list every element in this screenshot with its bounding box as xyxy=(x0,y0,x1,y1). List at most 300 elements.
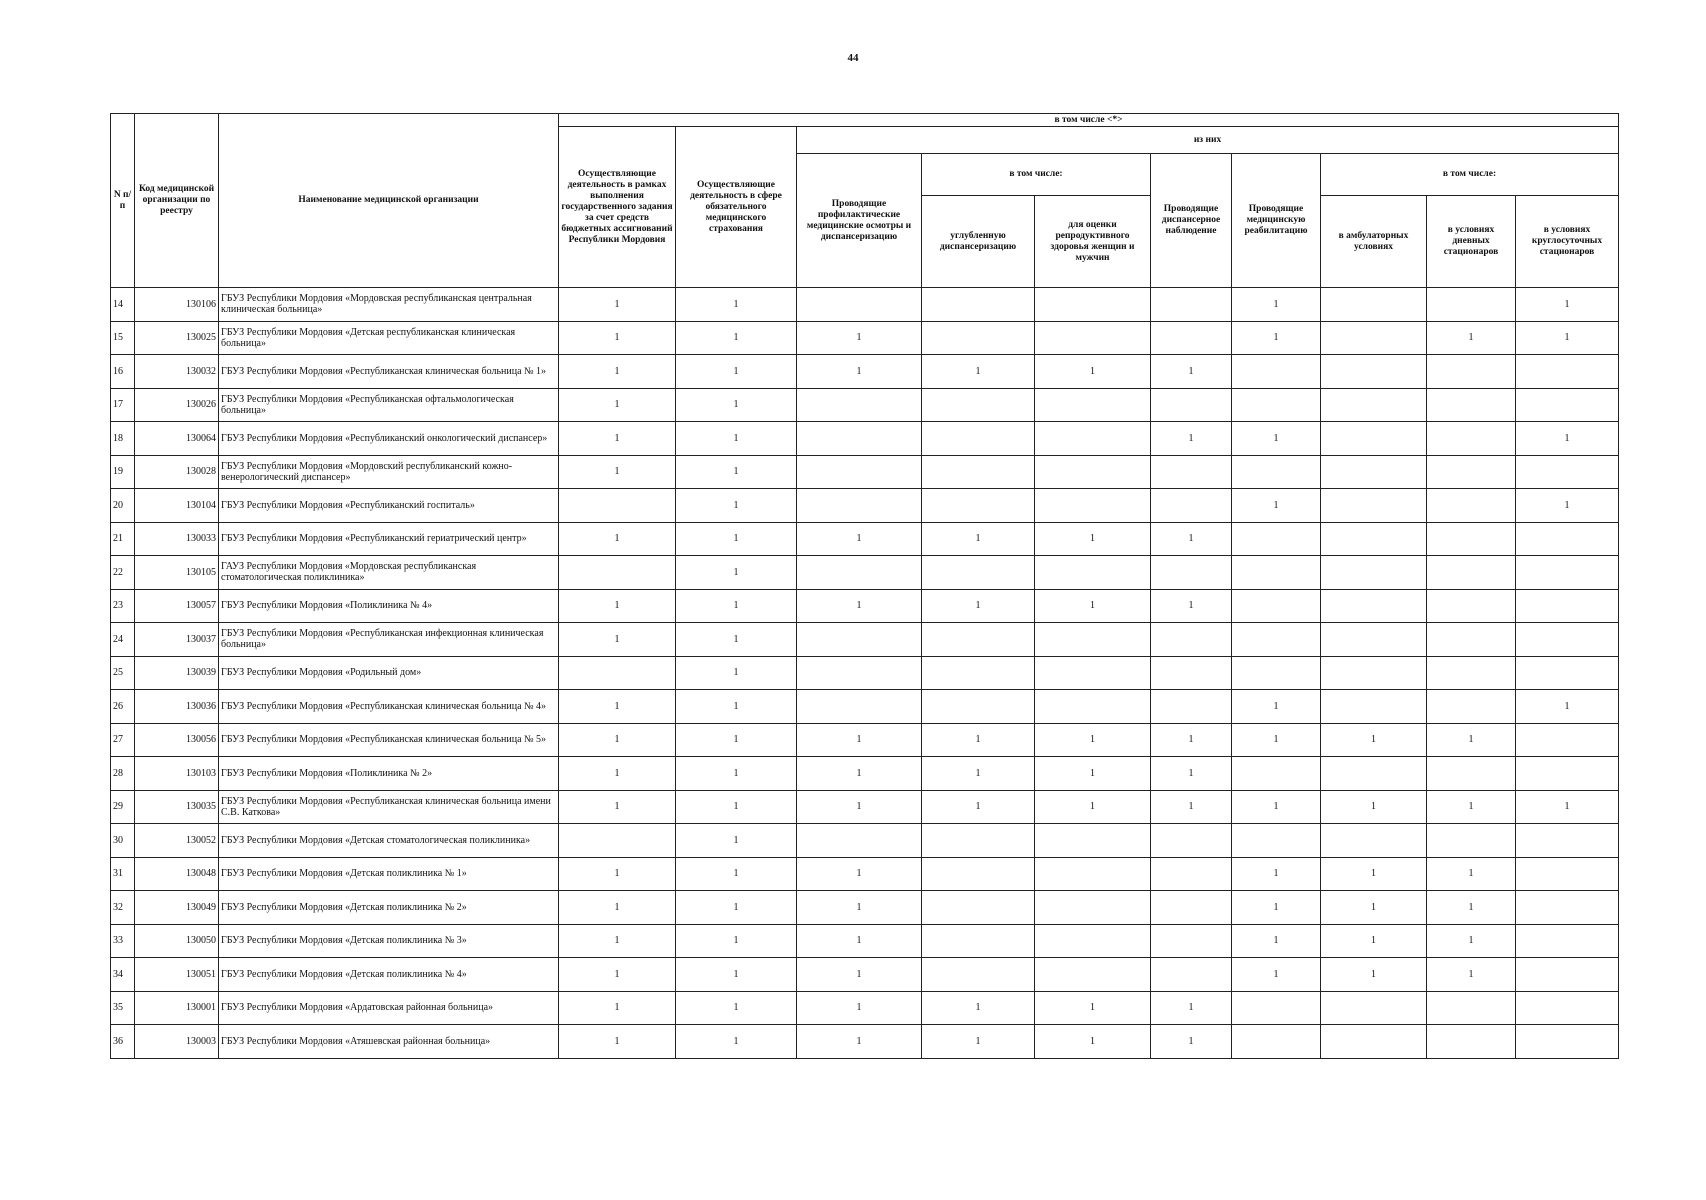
org-code: 130064 xyxy=(135,422,219,456)
row-mark xyxy=(1427,388,1516,422)
row-mark xyxy=(1427,656,1516,690)
row-mark: 1 xyxy=(676,924,797,958)
row-mark: 1 xyxy=(1035,589,1151,623)
row-mark xyxy=(1232,757,1321,791)
row-mark xyxy=(797,824,922,858)
row-mark: 1 xyxy=(559,522,676,556)
row-number: 15 xyxy=(111,321,135,355)
org-name: ГБУЗ Республики Мордовия «Республиканская клиническая больница № 5» xyxy=(219,723,559,757)
table-row xyxy=(111,321,1619,355)
org-name: ГБУЗ Республики Мордовия «Поликлиника № 4» xyxy=(219,589,559,623)
row-mark: 1 xyxy=(1232,489,1321,523)
org-name: ГБУЗ Республики Мордовия «Республиканский гериатрический центр» xyxy=(219,522,559,556)
row-mark: 1 xyxy=(559,1025,676,1059)
row-mark xyxy=(1035,623,1151,657)
row-mark xyxy=(1232,522,1321,556)
header-round: в условиях круглосуточных стационаров xyxy=(1516,196,1619,288)
row-mark: 1 xyxy=(676,422,797,456)
row-mark xyxy=(1151,857,1232,891)
page-number: 44 xyxy=(847,52,859,64)
row-mark: 1 xyxy=(676,857,797,891)
row-mark xyxy=(1516,455,1619,489)
org-name: ГБУЗ Республики Мордовия «Поликлиника № 2» xyxy=(219,757,559,791)
row-mark: 1 xyxy=(676,790,797,824)
row-mark xyxy=(922,422,1035,456)
row-number: 21 xyxy=(111,522,135,556)
row-mark xyxy=(1321,1025,1427,1059)
row-mark: 1 xyxy=(797,1025,922,1059)
row-mark xyxy=(1035,891,1151,925)
row-mark xyxy=(1321,288,1427,322)
row-mark xyxy=(1427,991,1516,1025)
row-mark: 1 xyxy=(676,288,797,322)
row-mark xyxy=(1516,824,1619,858)
row-mark xyxy=(1151,321,1232,355)
row-mark: 1 xyxy=(676,757,797,791)
row-mark: 1 xyxy=(559,757,676,791)
row-mark: 1 xyxy=(1516,321,1619,355)
row-mark: 1 xyxy=(797,321,922,355)
header-amb: в амбулаторных условиях xyxy=(1321,196,1427,288)
row-mark xyxy=(922,824,1035,858)
row-mark xyxy=(797,623,922,657)
row-mark: 1 xyxy=(1035,1025,1151,1059)
org-code: 130001 xyxy=(135,991,219,1025)
row-mark xyxy=(797,690,922,724)
row-mark: 1 xyxy=(797,589,922,623)
row-mark xyxy=(1151,958,1232,992)
row-mark: 1 xyxy=(1035,355,1151,389)
row-mark xyxy=(1516,388,1619,422)
row-mark: 1 xyxy=(1516,422,1619,456)
org-code: 130106 xyxy=(135,288,219,322)
row-mark xyxy=(1427,489,1516,523)
row-mark: 1 xyxy=(1151,1025,1232,1059)
table-row xyxy=(111,1025,1619,1059)
org-name: ГБУЗ Республики Мордовия «Детская поликлиника № 1» xyxy=(219,857,559,891)
row-mark xyxy=(922,656,1035,690)
row-mark: 1 xyxy=(797,924,922,958)
org-name: ГБУЗ Республики Мордовия «Республиканская клиническая больница № 4» xyxy=(219,690,559,724)
row-mark: 1 xyxy=(1232,924,1321,958)
row-number: 27 xyxy=(111,723,135,757)
row-mark xyxy=(1516,723,1619,757)
row-mark xyxy=(1427,757,1516,791)
row-mark xyxy=(922,288,1035,322)
row-mark: 1 xyxy=(1516,489,1619,523)
row-mark: 1 xyxy=(1232,958,1321,992)
row-mark xyxy=(1321,455,1427,489)
row-mark: 1 xyxy=(559,891,676,925)
row-mark: 1 xyxy=(797,958,922,992)
row-mark: 1 xyxy=(559,321,676,355)
org-code: 130037 xyxy=(135,623,219,657)
row-mark xyxy=(1151,656,1232,690)
header-n: N п/п xyxy=(111,114,135,288)
row-mark: 1 xyxy=(559,790,676,824)
row-mark: 1 xyxy=(1321,790,1427,824)
row-mark xyxy=(1516,891,1619,925)
row-mark xyxy=(1232,656,1321,690)
org-name: ГБУЗ Республики Мордовия «Мордовский республиканский кожно-венерологический диспансер» xyxy=(219,455,559,489)
row-mark: 1 xyxy=(1232,288,1321,322)
header-oms: Осуществляющие деятельность в сфере обязательного медицинского страхования xyxy=(676,127,797,288)
org-code: 130050 xyxy=(135,924,219,958)
row-mark xyxy=(922,623,1035,657)
header-deep: углубленную диспансеризацию xyxy=(922,196,1035,288)
row-mark xyxy=(1427,355,1516,389)
row-mark: 1 xyxy=(559,958,676,992)
row-mark xyxy=(1151,623,1232,657)
table-row xyxy=(111,455,1619,489)
row-mark xyxy=(1035,824,1151,858)
row-mark: 1 xyxy=(1321,958,1427,992)
row-mark: 1 xyxy=(1321,857,1427,891)
row-mark: 1 xyxy=(1151,589,1232,623)
row-number: 16 xyxy=(111,355,135,389)
row-mark xyxy=(922,690,1035,724)
org-code: 130035 xyxy=(135,790,219,824)
row-mark xyxy=(922,321,1035,355)
row-mark xyxy=(1516,991,1619,1025)
header-including: в том числе <*> xyxy=(559,114,1619,127)
row-mark: 1 xyxy=(1427,857,1516,891)
org-code: 130056 xyxy=(135,723,219,757)
table-row xyxy=(111,824,1619,858)
table-row xyxy=(111,857,1619,891)
row-mark: 1 xyxy=(797,522,922,556)
row-mark xyxy=(1151,556,1232,590)
row-mark: 1 xyxy=(922,991,1035,1025)
table-row xyxy=(111,355,1619,389)
table-row xyxy=(111,556,1619,590)
row-mark xyxy=(1232,388,1321,422)
row-mark: 1 xyxy=(676,1025,797,1059)
row-mark: 1 xyxy=(1232,891,1321,925)
row-mark: 1 xyxy=(797,723,922,757)
row-mark: 1 xyxy=(559,455,676,489)
row-mark: 1 xyxy=(1232,790,1321,824)
row-mark xyxy=(1035,388,1151,422)
header-rehab-including: в том числе: xyxy=(1321,154,1619,196)
row-mark xyxy=(1427,589,1516,623)
org-code: 130032 xyxy=(135,355,219,389)
row-mark xyxy=(1151,824,1232,858)
org-code: 130052 xyxy=(135,824,219,858)
row-mark xyxy=(1427,690,1516,724)
row-mark xyxy=(1516,1025,1619,1059)
org-code: 130051 xyxy=(135,958,219,992)
row-mark xyxy=(1321,991,1427,1025)
row-mark xyxy=(1035,924,1151,958)
row-mark: 1 xyxy=(559,589,676,623)
row-mark: 1 xyxy=(1232,690,1321,724)
org-code: 130003 xyxy=(135,1025,219,1059)
table-body xyxy=(111,288,1619,1059)
org-name: ГБУЗ Республики Мордовия «Мордовская республиканская центральная клиническая больница» xyxy=(219,288,559,322)
header-disp: Проводящие диспансерное наблюдение xyxy=(1151,154,1232,288)
row-mark xyxy=(1321,757,1427,791)
table-row xyxy=(111,958,1619,992)
row-mark xyxy=(922,455,1035,489)
row-mark: 1 xyxy=(676,623,797,657)
row-mark: 1 xyxy=(1427,790,1516,824)
row-mark xyxy=(1321,522,1427,556)
table-row xyxy=(111,723,1619,757)
row-mark xyxy=(1427,824,1516,858)
org-name: ГБУЗ Республики Мордовия «Детская поликлиника № 4» xyxy=(219,958,559,992)
org-name: ГБУЗ Республики Мордовия «Республиканская клиническая больница № 1» xyxy=(219,355,559,389)
row-number: 33 xyxy=(111,924,135,958)
row-mark xyxy=(797,656,922,690)
table-row xyxy=(111,589,1619,623)
row-mark xyxy=(1427,288,1516,322)
row-mark xyxy=(1427,522,1516,556)
org-code: 130028 xyxy=(135,455,219,489)
row-number: 35 xyxy=(111,991,135,1025)
org-name: ГБУЗ Республики Мордовия «Республиканский онкологический диспансер» xyxy=(219,422,559,456)
row-mark xyxy=(797,489,922,523)
row-mark xyxy=(797,288,922,322)
row-mark xyxy=(1321,355,1427,389)
org-name: ГБУЗ Республики Мордовия «Атяшевская районная больница» xyxy=(219,1025,559,1059)
row-mark: 1 xyxy=(676,589,797,623)
row-mark xyxy=(1035,556,1151,590)
row-mark: 1 xyxy=(559,288,676,322)
row-mark xyxy=(1427,455,1516,489)
row-mark: 1 xyxy=(1232,321,1321,355)
row-mark: 1 xyxy=(676,556,797,590)
table-row xyxy=(111,891,1619,925)
row-mark: 1 xyxy=(1151,991,1232,1025)
row-mark xyxy=(559,556,676,590)
row-mark xyxy=(1232,1025,1321,1059)
row-mark xyxy=(1321,589,1427,623)
row-mark xyxy=(1427,623,1516,657)
row-mark: 1 xyxy=(797,891,922,925)
row-mark: 1 xyxy=(1035,723,1151,757)
row-mark: 1 xyxy=(1035,757,1151,791)
row-mark: 1 xyxy=(1232,723,1321,757)
row-mark xyxy=(1516,757,1619,791)
row-mark: 1 xyxy=(559,422,676,456)
row-mark xyxy=(1232,623,1321,657)
row-mark: 1 xyxy=(676,723,797,757)
row-mark xyxy=(559,656,676,690)
row-mark: 1 xyxy=(922,355,1035,389)
row-mark xyxy=(1035,422,1151,456)
row-number: 30 xyxy=(111,824,135,858)
row-number: 23 xyxy=(111,589,135,623)
row-mark xyxy=(797,422,922,456)
header-rehab: Проводящие медицинскую реабилитацию xyxy=(1232,154,1321,288)
row-mark xyxy=(797,388,922,422)
row-number: 32 xyxy=(111,891,135,925)
row-mark: 1 xyxy=(676,455,797,489)
org-name: ГБУЗ Республики Мордовия «Ардатовская районная больница» xyxy=(219,991,559,1025)
table-row xyxy=(111,288,1619,322)
header-prof: Проводящие профилактические медицинские осмотры и диспансеризацию xyxy=(797,154,922,288)
row-mark xyxy=(1035,455,1151,489)
row-mark: 1 xyxy=(797,790,922,824)
row-mark: 1 xyxy=(1427,321,1516,355)
row-mark xyxy=(1516,522,1619,556)
row-mark xyxy=(1516,958,1619,992)
row-mark xyxy=(1321,556,1427,590)
table-row xyxy=(111,790,1619,824)
row-mark: 1 xyxy=(559,723,676,757)
row-mark: 1 xyxy=(1151,355,1232,389)
row-mark xyxy=(1516,589,1619,623)
row-number: 24 xyxy=(111,623,135,657)
row-mark xyxy=(1151,489,1232,523)
row-number: 18 xyxy=(111,422,135,456)
row-mark xyxy=(559,824,676,858)
org-name: ГБУЗ Республики Мордовия «Родильный дом» xyxy=(219,656,559,690)
org-code: 130039 xyxy=(135,656,219,690)
row-mark: 1 xyxy=(1035,790,1151,824)
row-mark xyxy=(1035,656,1151,690)
row-mark xyxy=(1151,924,1232,958)
org-code: 130105 xyxy=(135,556,219,590)
row-mark: 1 xyxy=(1321,924,1427,958)
row-mark xyxy=(922,489,1035,523)
org-code: 130026 xyxy=(135,388,219,422)
row-mark: 1 xyxy=(676,690,797,724)
table-row xyxy=(111,623,1619,657)
row-mark: 1 xyxy=(676,522,797,556)
row-mark xyxy=(1321,422,1427,456)
row-mark: 1 xyxy=(676,656,797,690)
row-mark xyxy=(1232,355,1321,389)
row-mark: 1 xyxy=(922,1025,1035,1059)
row-mark xyxy=(1427,1025,1516,1059)
row-mark: 1 xyxy=(1035,522,1151,556)
org-code: 130025 xyxy=(135,321,219,355)
org-code: 130033 xyxy=(135,522,219,556)
row-mark xyxy=(922,388,1035,422)
header-prof-including: в том числе: xyxy=(922,154,1151,196)
row-mark xyxy=(922,857,1035,891)
row-mark xyxy=(922,924,1035,958)
medical-organizations-table xyxy=(110,113,1619,1059)
row-mark: 1 xyxy=(559,388,676,422)
org-code: 130103 xyxy=(135,757,219,791)
org-code: 130048 xyxy=(135,857,219,891)
row-number: 19 xyxy=(111,455,135,489)
row-number: 29 xyxy=(111,790,135,824)
row-mark: 1 xyxy=(559,857,676,891)
row-mark xyxy=(1516,924,1619,958)
table-row xyxy=(111,422,1619,456)
row-mark xyxy=(1035,690,1151,724)
org-name: ГБУЗ Республики Мордовия «Детская республиканская клиническая больница» xyxy=(219,321,559,355)
row-mark: 1 xyxy=(1151,790,1232,824)
row-mark: 1 xyxy=(559,991,676,1025)
row-mark: 1 xyxy=(797,857,922,891)
row-mark: 1 xyxy=(676,321,797,355)
row-number: 22 xyxy=(111,556,135,590)
row-mark xyxy=(1035,288,1151,322)
row-mark: 1 xyxy=(676,489,797,523)
row-mark xyxy=(1427,556,1516,590)
row-mark xyxy=(1035,321,1151,355)
row-mark: 1 xyxy=(1516,790,1619,824)
row-mark: 1 xyxy=(676,388,797,422)
row-mark: 1 xyxy=(922,522,1035,556)
org-code: 130104 xyxy=(135,489,219,523)
table-row xyxy=(111,522,1619,556)
row-mark: 1 xyxy=(1151,757,1232,791)
row-number: 26 xyxy=(111,690,135,724)
org-name: ГБУЗ Республики Мордовия «Республиканская клиническая больница имени С.В. Каткова» xyxy=(219,790,559,824)
row-number: 28 xyxy=(111,757,135,791)
org-name: ГБУЗ Республики Мордовия «Республиканская офтальмологическая больница» xyxy=(219,388,559,422)
table-row xyxy=(111,757,1619,791)
row-mark xyxy=(1321,690,1427,724)
table-row xyxy=(111,489,1619,523)
row-mark: 1 xyxy=(559,690,676,724)
row-mark: 1 xyxy=(1151,723,1232,757)
row-mark: 1 xyxy=(559,924,676,958)
row-mark xyxy=(1516,857,1619,891)
row-mark xyxy=(1035,958,1151,992)
header-day: в условиях дневных стационаров xyxy=(1427,196,1516,288)
row-mark xyxy=(1321,623,1427,657)
row-mark: 1 xyxy=(797,757,922,791)
row-mark: 1 xyxy=(1427,958,1516,992)
row-mark xyxy=(1232,991,1321,1025)
row-mark xyxy=(1035,857,1151,891)
row-mark xyxy=(1151,388,1232,422)
row-mark xyxy=(1232,556,1321,590)
row-mark xyxy=(1151,455,1232,489)
row-mark xyxy=(1321,824,1427,858)
row-mark: 1 xyxy=(676,958,797,992)
row-mark: 1 xyxy=(1321,723,1427,757)
row-mark: 1 xyxy=(797,991,922,1025)
row-mark xyxy=(1321,321,1427,355)
org-name: ГБУЗ Республики Мордовия «Детская поликлиника № 2» xyxy=(219,891,559,925)
row-mark xyxy=(1151,891,1232,925)
row-mark xyxy=(1232,589,1321,623)
row-mark xyxy=(1516,656,1619,690)
row-mark: 1 xyxy=(676,891,797,925)
row-mark: 1 xyxy=(676,991,797,1025)
row-mark xyxy=(1151,690,1232,724)
row-mark xyxy=(1232,824,1321,858)
header-budget: Осуществляющие деятельность в рамках выполнения государственного задания за счет средств бюджетных ассигнований Республики Мордовия xyxy=(559,127,676,288)
row-mark: 1 xyxy=(1232,422,1321,456)
row-number: 34 xyxy=(111,958,135,992)
row-mark: 1 xyxy=(922,723,1035,757)
row-mark: 1 xyxy=(922,757,1035,791)
row-mark: 1 xyxy=(1151,422,1232,456)
header-repro: для оценки репродуктивного здоровья женщин и мужчин xyxy=(1035,196,1151,288)
row-mark: 1 xyxy=(676,355,797,389)
row-number: 17 xyxy=(111,388,135,422)
row-mark: 1 xyxy=(559,355,676,389)
row-mark: 1 xyxy=(1035,991,1151,1025)
row-mark xyxy=(922,958,1035,992)
table-row xyxy=(111,690,1619,724)
org-name: ГБУЗ Республики Мордовия «Республиканский госпиталь» xyxy=(219,489,559,523)
table-row xyxy=(111,924,1619,958)
header-name: Наименование медицинской организации xyxy=(219,114,559,288)
row-mark xyxy=(922,891,1035,925)
org-name: ГБУЗ Республики Мордовия «Республиканская инфекционная клиническая больница» xyxy=(219,623,559,657)
row-mark xyxy=(1516,556,1619,590)
